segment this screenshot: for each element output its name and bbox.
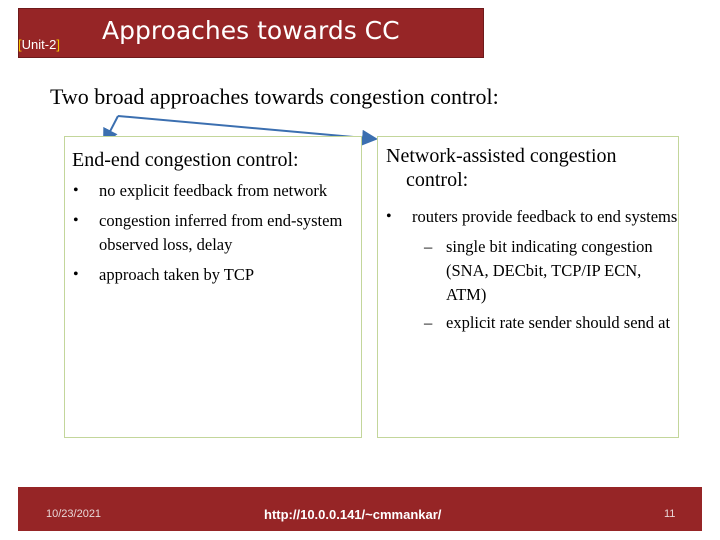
footer-url: http://10.0.0.141/~cmmankar/ xyxy=(264,507,442,522)
sub-list-item: – explicit rate sender should send at xyxy=(412,311,678,335)
sub-list-item: – single bit indicating congestion (SNA, DECbit, TCP/IP ECN, ATM) xyxy=(424,237,653,304)
list-item: • no explicit feedback from network xyxy=(71,179,361,203)
footer-date: 10/23/2021 xyxy=(46,508,102,520)
bullet-icon: • xyxy=(386,208,392,225)
network-assisted-box xyxy=(377,136,679,438)
network-assisted-heading: Network-assisted congestion control: xyxy=(386,145,617,191)
dash-icon: – xyxy=(424,313,433,332)
list-item: • routers provide feedback to end systems – single bit indicating congestion (SNA, DECbit, TCP/IP ECN, ATM) – explicit rate sender should send at xyxy=(384,205,678,335)
list-item: • approach taken by TCP xyxy=(71,263,361,287)
bullet-icon: • xyxy=(73,182,79,199)
end-end-list xyxy=(71,179,361,293)
dash-icon: – xyxy=(424,237,433,256)
slide-title: Approaches towards CC xyxy=(102,16,400,45)
intro-text: Two broad approaches towards congestion control: xyxy=(50,84,499,109)
list-item: • congestion inferred from end-system observed loss, delay xyxy=(73,211,343,254)
bullet-icon: • xyxy=(73,266,79,283)
sub-list xyxy=(412,235,678,335)
end-end-box xyxy=(64,136,362,438)
unit-label: [Unit-2] xyxy=(18,37,60,52)
page-number: 11 xyxy=(664,508,676,520)
end-end-heading: End-end congestion control: xyxy=(72,149,299,171)
bullet-icon: • xyxy=(73,212,79,229)
network-assisted-list xyxy=(384,205,678,341)
